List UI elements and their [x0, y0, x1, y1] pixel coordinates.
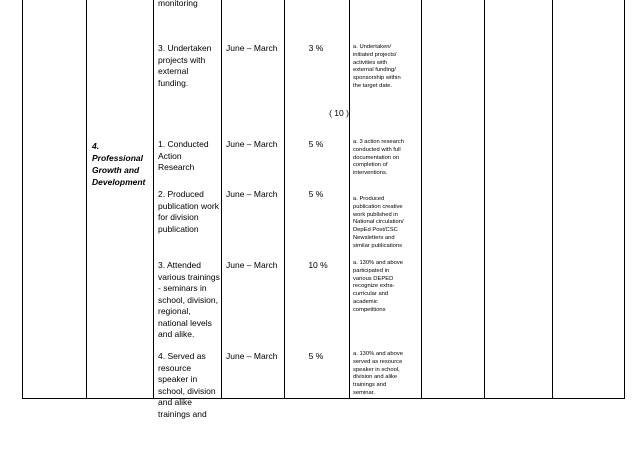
column-border	[624, 0, 625, 399]
column-border	[421, 0, 422, 399]
activity-cell: 4. Served as resource speaker in school, division and alike trainings and	[158, 351, 216, 419]
indicator-cell: a. 130% and above participated in various DEPED recognize extra- curricular and academic competitions	[353, 260, 403, 313]
timeframe-cell: June – March	[226, 189, 278, 199]
indicator-cell: a. 130% and above served as resource speaker in school, division and alike trainings and seminar.	[353, 351, 403, 396]
timeframe-cell: June – March	[226, 260, 278, 270]
kra-title: 4. Professional Growth and Development	[92, 141, 146, 187]
activity-cell: 3. Attended various trainings - seminars in school, division, regional, national levels and alike.	[158, 260, 220, 339]
weight-cell: 3 %	[308, 43, 324, 53]
indicator-cell: a. Produced publication creative work published in National circulation/ DepEd Post/CSC Newsletters and similar publications	[353, 196, 404, 249]
indicator-cell: a. 3 action research conducted with full documentation on completion of interventions.	[353, 139, 404, 177]
activity-fragment: monitoring	[158, 0, 198, 8]
subtotal-value: ( 10 )	[329, 108, 349, 118]
indicator-cell: a. Undertaken/ initiated projects/ activities with external funding/ sponsorship within the target date.	[353, 44, 401, 89]
column-border	[349, 0, 350, 399]
timeframe-cell: June – March	[226, 43, 278, 53]
table-bottom-border	[22, 398, 625, 399]
activity-cell: 3. Undertaken projects with external funding.	[158, 43, 212, 88]
timeframe-cell: June – March	[226, 351, 278, 361]
activity-cell: 1. Conducted Action Research	[158, 139, 209, 172]
column-border	[86, 0, 87, 399]
weight-cell: 5 %	[308, 351, 324, 361]
column-border	[22, 0, 23, 399]
activity-cell: 2. Produced publication work for division publication	[158, 189, 219, 234]
timeframe-cell: June – March	[226, 139, 278, 149]
column-border	[284, 0, 285, 399]
column-border	[552, 0, 553, 399]
weight-cell: 5 %	[308, 139, 324, 149]
column-border	[484, 0, 485, 399]
weight-cell: 5 %	[308, 189, 324, 199]
column-border	[153, 0, 154, 399]
weight-cell: 10 %	[308, 260, 328, 270]
